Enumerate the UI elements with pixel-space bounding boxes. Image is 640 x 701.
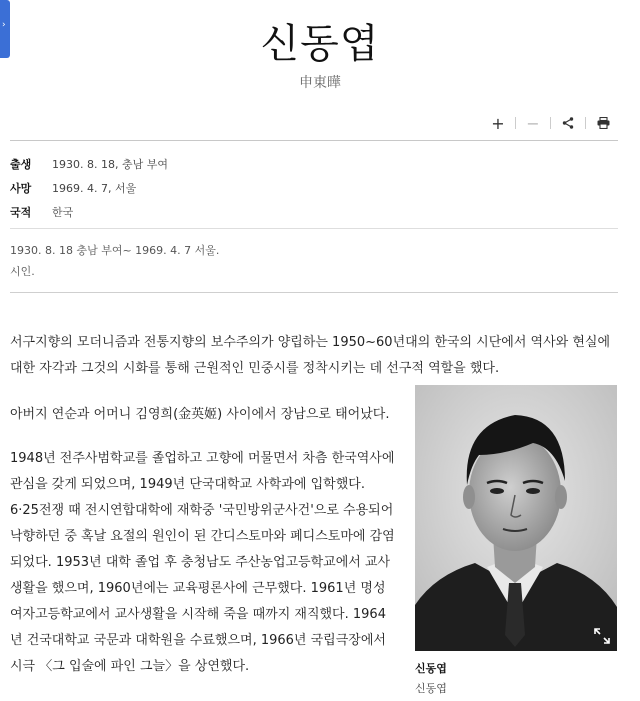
info-row-death — [10, 176, 610, 200]
page-title: 신동엽 — [260, 21, 380, 67]
expand-icon[interactable] — [593, 627, 611, 645]
print-icon — [597, 117, 610, 129]
photo-caption-sub: 신동엽 — [415, 682, 447, 695]
divider — [10, 292, 618, 293]
portrait-image — [415, 385, 617, 651]
article-body — [10, 402, 398, 698]
toolbar-divider — [550, 117, 551, 129]
info-value: 한국 — [52, 206, 74, 219]
divider — [10, 140, 618, 141]
info-key: 출생 — [10, 158, 32, 171]
divider — [10, 228, 618, 229]
portrait-photo[interactable] — [415, 385, 617, 651]
body-paragraph: 1948년 전주사범학교를 졸업하고 고향에 머물면서 차츰 한국역사에 관심을 갖게 되었으며, 1949년 단국대학교 사학과에 입학했다. 6·25전쟁 때 전시연합대학에 재학중 '국민방위군사건'으로 수용되어 낙향하던 중 혹날 요절의 원인이 된 간디스토마와 폐디스토마에 감염되었다. 1953년 대학 졸업 후 충청남도 주산농업고등학교에서 교사생활을 했으며, 1960년에는 교육평론사에 근무했다. 1961년 명성여자고등학교에서 교사생활을 시작해 죽을 때까지 재직했다. 1964년 건국대학교 국문과 대학원을 수료했으며, 1966년 국립극장에서 시극 〈그 입술에 파인 그늘〉을 상연했다. — [10, 451, 395, 674]
photo-caption-title: 신동엽 — [415, 662, 447, 675]
share-icon — [562, 117, 574, 129]
intro-paragraph: 서구지향의 모더니즘과 전통지향의 보수주의가 양립하는 1950~60년대의 한국의 시단에서 역사와 현실에 대한 자각과 그것의 시화를 통해 근원적인 민중시를 정착시키는 데 선구적 역할을 했다. — [10, 335, 611, 376]
summary — [10, 240, 219, 282]
body-paragraph: 아버지 연순과 어머니 김영희(金英姬) 사이에서 장남으로 태어났다. — [10, 407, 390, 422]
info-row-nationality — [10, 200, 610, 224]
info-table — [10, 152, 610, 224]
print-button[interactable] — [588, 112, 618, 134]
info-value: 1930. 8. 18, 충남 부여 — [52, 158, 168, 171]
info-key: 국적 — [10, 206, 32, 219]
toolbar — [483, 112, 618, 134]
zoom-out-button[interactable]: − — [526, 113, 540, 133]
title-hanja: 申東曄 — [299, 75, 341, 91]
chevron-right-icon: › — [2, 20, 6, 30]
toolbar-divider — [585, 117, 586, 129]
summary-occupation: 시인. — [10, 265, 35, 278]
info-value: 1969. 4. 7, 서울 — [52, 182, 137, 195]
summary-dates: 1930. 8. 18 충남 부여~ 1969. 4. 7 서울. — [10, 244, 220, 257]
info-key: 사망 — [10, 182, 32, 195]
info-row-birth — [10, 152, 610, 176]
toolbar-divider — [515, 117, 516, 129]
zoom-in-button[interactable]: + — [491, 113, 505, 133]
share-button[interactable] — [553, 112, 583, 134]
